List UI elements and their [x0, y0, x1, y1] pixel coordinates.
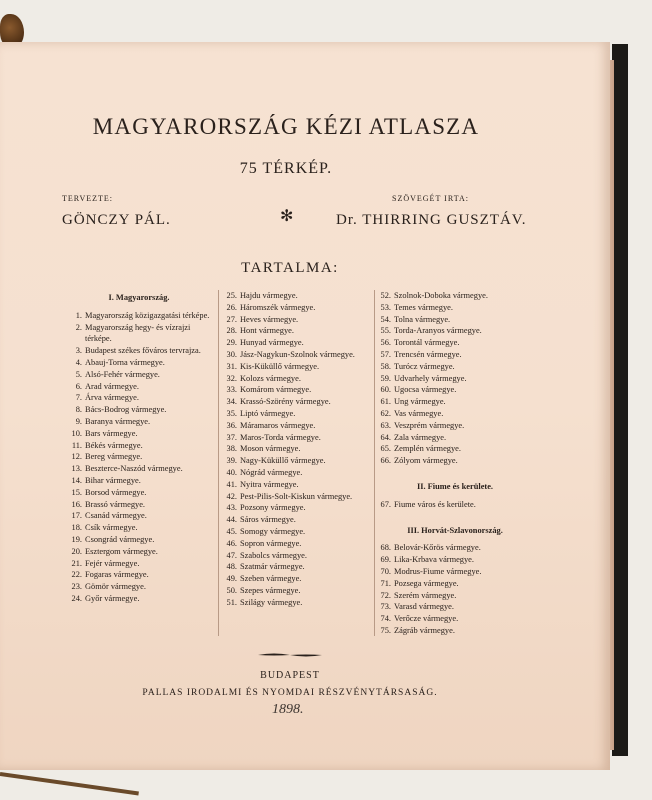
contents-item — [66, 322, 212, 346]
item-number: 27. — [226, 314, 237, 324]
designer-caption: TERVEZTE: — [62, 194, 114, 203]
item-number: 63. — [380, 420, 391, 430]
item-label: Beszterce-Naszód vármegye. — [85, 464, 183, 474]
contents-item — [221, 455, 367, 467]
contents-item — [221, 384, 367, 396]
item-number: 19. — [71, 534, 82, 544]
item-number: 72. — [380, 590, 391, 600]
item-label: Győr vármegye. — [85, 593, 140, 603]
item-number: 51. — [226, 597, 237, 607]
item-number: 74. — [380, 614, 391, 624]
item-label: Bereg vármegye. — [85, 452, 143, 462]
contents-item — [375, 290, 535, 302]
item-label: Udvarhely vármegye. — [394, 373, 467, 383]
contents-item — [375, 373, 535, 385]
item-number: 20. — [71, 546, 82, 556]
item-label: Lika-Krbava vármegye. — [394, 555, 474, 565]
map-count: 75 TÉRKÉP. — [239, 160, 333, 177]
contents-item — [221, 514, 367, 526]
divider-ornament-icon — [258, 652, 322, 658]
contents-item — [66, 534, 212, 546]
item-number: 57. — [380, 349, 391, 359]
bookmark-string — [0, 772, 139, 795]
item-number: 23. — [71, 582, 82, 592]
item-label: Verőcze vármegye. — [394, 614, 459, 624]
item-number: 33. — [226, 385, 237, 395]
item-number: 44. — [226, 515, 237, 525]
item-number: 49. — [226, 574, 237, 584]
item-label: Zala vármegye. — [394, 432, 447, 442]
contents-item — [221, 302, 367, 314]
item-number: 13. — [71, 464, 82, 474]
contents-item — [221, 314, 367, 326]
item-number: 41. — [226, 479, 237, 489]
contents-item — [375, 499, 535, 511]
contents-item — [221, 432, 367, 444]
item-label: Szeben vármegye. — [240, 574, 302, 584]
item-number: 45. — [226, 526, 237, 536]
item-number: 1. — [75, 310, 82, 320]
item-label: Brassó vármegye. — [85, 499, 146, 509]
item-label: Belovár-Kőrös vármegye. — [394, 543, 481, 553]
item-label: Nógrád vármegye. — [240, 467, 303, 477]
item-number: 42. — [226, 491, 237, 501]
contents-item — [375, 314, 535, 326]
contents-item — [375, 625, 535, 637]
item-number: 18. — [71, 523, 82, 533]
item-number: 32. — [226, 373, 237, 383]
item-label: Temes vármegye. — [394, 302, 453, 312]
contents-column-1 — [66, 290, 212, 605]
item-label: Csík vármegye. — [85, 523, 138, 533]
item-label: Bars vármegye. — [85, 428, 138, 438]
imprint-city: BUDAPEST — [260, 670, 320, 681]
item-label: Baranya vármegye. — [85, 416, 151, 426]
item-label: Szolnok-Doboka vármegye. — [394, 291, 488, 300]
item-number: 68. — [380, 543, 391, 553]
item-label: Ugocsa vármegye. — [394, 385, 457, 395]
contents-item — [221, 491, 367, 503]
contents-item — [66, 428, 212, 440]
item-number: 9. — [75, 416, 82, 426]
item-number: 71. — [380, 578, 391, 588]
item-number: 38. — [226, 444, 237, 454]
contents-item — [221, 325, 367, 337]
contents-item — [375, 302, 535, 314]
item-label: Sopron vármegye. — [240, 538, 302, 548]
item-label: Komárom vármegye. — [240, 385, 312, 395]
item-label: Szilágy vármegye. — [240, 597, 303, 607]
item-number: 8. — [75, 405, 82, 415]
item-number: 36. — [226, 420, 237, 430]
item-number: 26. — [226, 302, 237, 312]
item-label: Liptó vármegye. — [240, 408, 296, 418]
item-number: 47. — [226, 550, 237, 560]
item-label: Szerém vármegye. — [394, 590, 457, 600]
item-number: 24. — [71, 593, 82, 603]
item-number: 59. — [380, 373, 391, 383]
item-number: 2. — [75, 322, 82, 332]
item-label: Zólyom vármegye. — [394, 456, 458, 466]
contents-item — [221, 561, 367, 573]
section-heading: III. Horvát-Szlavonország. — [407, 525, 503, 535]
item-number: 62. — [380, 408, 391, 418]
contents-item — [375, 601, 535, 613]
item-label: Pozsega vármegye. — [394, 578, 459, 588]
contents-item — [221, 526, 367, 538]
item-label: Hajdu vármegye. — [240, 291, 298, 300]
contents-item — [375, 396, 535, 408]
item-number: 55. — [380, 326, 391, 336]
contents-item — [375, 408, 535, 420]
item-label: Máramaros vármegye. — [240, 420, 316, 430]
imprint-publisher: PALLAS IRODALMI ÉS NYOMDAI RÉSZVÉNYTÁRSASÁG. — [142, 688, 438, 698]
contents-item — [375, 590, 535, 602]
item-number: 30. — [226, 349, 237, 359]
item-number: 4. — [75, 357, 82, 367]
item-number: 54. — [380, 314, 391, 324]
contents-item — [221, 479, 367, 491]
contents-heading: TARTALMA: — [241, 260, 339, 276]
item-number: 12. — [71, 452, 82, 462]
contents-item — [221, 538, 367, 550]
section-heading: II. Fiume és kerülete. — [416, 481, 494, 491]
item-label: Budapest székes főváros tervrajza. — [85, 346, 201, 356]
item-number: 56. — [380, 338, 391, 348]
item-number: 10. — [71, 428, 82, 438]
contents-item — [221, 349, 367, 361]
contents-item — [221, 290, 367, 302]
item-label: Csanád vármegye. — [85, 511, 147, 521]
item-label: Borsod vármegye. — [85, 487, 147, 497]
item-label: Háromszék vármegye. — [240, 302, 316, 312]
item-label: Tolna vármegye. — [394, 314, 451, 324]
item-number: 67. — [380, 499, 391, 509]
contents-item — [66, 381, 212, 393]
contents-item — [221, 373, 367, 385]
item-label: Modrus-Fiume vármegye. — [394, 566, 482, 576]
contents-item — [375, 613, 535, 625]
item-label: Magyarország közigazgatási térképe. — [85, 310, 210, 320]
item-label: Magyarország hegy- és vízrajzi térképe. — [85, 322, 191, 344]
item-label: Hunyad vármegye. — [240, 338, 304, 348]
contents-item — [221, 420, 367, 432]
item-number: 52. — [380, 291, 391, 300]
contents-item — [66, 345, 212, 357]
contents-item — [375, 420, 535, 432]
item-number: 60. — [380, 385, 391, 395]
item-label: Abauj-Torna vármegye. — [85, 357, 165, 367]
contents-item — [221, 573, 367, 585]
contents-item — [66, 522, 212, 534]
contents-item — [375, 443, 535, 455]
item-label: Heves vármegye. — [240, 314, 299, 324]
contents-item — [66, 416, 212, 428]
contents-item — [66, 451, 212, 463]
writer-name: Dr. THIRRING GUSZTÁV. — [336, 212, 527, 228]
item-label: Arad vármegye. — [85, 381, 139, 391]
item-number: 21. — [71, 558, 82, 568]
item-number: 14. — [71, 475, 82, 485]
item-label: Árva vármegye. — [85, 393, 139, 403]
item-label: Varasd vármegye. — [394, 602, 454, 612]
item-label: Trencsén vármegye. — [394, 349, 462, 359]
item-number: 3. — [75, 346, 82, 356]
item-number: 58. — [380, 361, 391, 371]
item-label: Pest-Pilis-Solt-Kiskun vármegye. — [240, 491, 353, 501]
item-number: 40. — [226, 467, 237, 477]
contents-item — [221, 467, 367, 479]
item-label: Zágráb vármegye. — [394, 625, 455, 635]
item-number: 75. — [380, 625, 391, 635]
contents-item — [66, 404, 212, 416]
item-label: Moson vármegye. — [240, 444, 301, 454]
contents-item — [221, 443, 367, 455]
item-number: 61. — [380, 397, 391, 407]
item-label: Ung vármegye. — [394, 397, 446, 407]
item-label: Szabolcs vármegye. — [240, 550, 307, 560]
asterism-ornament-icon: ✻ — [280, 208, 294, 225]
item-number: 25. — [226, 291, 237, 300]
contents-item — [375, 337, 535, 349]
item-number: 50. — [226, 585, 237, 595]
contents-item — [66, 310, 212, 322]
item-number: 5. — [75, 369, 82, 379]
item-label: Zemplén vármegye. — [394, 444, 461, 454]
contents-item — [375, 384, 535, 396]
contents-item — [375, 578, 535, 590]
item-label: Nagy-Küküllő vármegye. — [240, 456, 326, 466]
book-spine — [612, 44, 628, 756]
contents-item — [221, 585, 367, 597]
item-number: 34. — [226, 397, 237, 407]
item-number: 43. — [226, 503, 237, 513]
item-number: 37. — [226, 432, 237, 442]
contents-item — [66, 569, 212, 581]
item-label: Bács-Bodrog vármegye. — [85, 405, 167, 415]
contents-item — [66, 369, 212, 381]
title-page — [0, 42, 610, 770]
contents-column-3 — [374, 290, 535, 636]
item-number: 65. — [380, 444, 391, 454]
item-number: 11. — [71, 440, 82, 450]
item-label: Esztergom vármegye. — [85, 546, 158, 556]
item-number: 46. — [226, 538, 237, 548]
item-number: 31. — [226, 361, 237, 371]
item-label: Csongrád vármegye. — [85, 534, 155, 544]
contents-item — [375, 542, 535, 554]
contents-item — [375, 349, 535, 361]
item-number: 48. — [226, 562, 237, 572]
item-number: 70. — [380, 566, 391, 576]
contents-item — [221, 502, 367, 514]
contents-item — [221, 408, 367, 420]
contents-item — [375, 554, 535, 566]
item-number: 29. — [226, 338, 237, 348]
contents-item — [221, 396, 367, 408]
contents-item — [66, 392, 212, 404]
item-number: 16. — [71, 499, 82, 509]
item-label: Vas vármegye. — [394, 408, 444, 418]
contents-item — [221, 597, 367, 609]
contents-item — [375, 325, 535, 337]
item-label: Torontál vármegye. — [394, 338, 460, 348]
item-label: Krassó-Szörény vármegye. — [240, 397, 331, 407]
item-number: 6. — [75, 381, 82, 391]
item-label: Gömör vármegye. — [85, 582, 146, 592]
item-number: 64. — [380, 432, 391, 442]
atlas-title: MAGYARORSZÁG KÉZI ATLASZA — [92, 114, 480, 139]
item-number: 39. — [226, 456, 237, 466]
item-label: Bihar vármegye. — [85, 475, 141, 485]
contents-item — [66, 581, 212, 593]
item-label: Jász-Nagykun-Szolnok vármegye. — [240, 349, 355, 359]
contents-item — [66, 463, 212, 475]
item-label: Alsó-Fehér vármegye. — [85, 369, 160, 379]
item-label: Nyitra vármegye. — [240, 479, 299, 489]
item-label: Veszprém vármegye. — [394, 420, 465, 430]
contents-item — [66, 546, 212, 558]
contents-item — [375, 432, 535, 444]
item-label: Somogy vármegye. — [240, 526, 306, 536]
item-label: Sáros vármegye. — [240, 515, 296, 525]
contents-item — [221, 361, 367, 373]
item-label: Szatmár vármegye. — [240, 562, 305, 572]
contents-item — [221, 337, 367, 349]
item-number: 66. — [380, 456, 391, 466]
handwritten-year: 1898. — [272, 702, 304, 717]
item-label: Hont vármegye. — [240, 326, 294, 336]
contents-column-2 — [218, 290, 367, 636]
item-number: 28. — [226, 326, 237, 336]
section-heading: I. Magyarország. — [108, 293, 170, 302]
item-label: Szepes vármegye. — [240, 585, 301, 595]
item-label: Kis-Küküllő vármegye. — [240, 361, 320, 371]
contents-item — [221, 550, 367, 562]
item-label: Fiume város és kerülete. — [394, 499, 476, 509]
contents-item — [375, 455, 535, 467]
item-label: Maros-Torda vármegye. — [240, 432, 321, 442]
item-number: 7. — [75, 393, 82, 403]
item-label: Torda-Aranyos vármegye. — [394, 326, 482, 336]
item-number: 53. — [380, 302, 391, 312]
item-number: 17. — [71, 511, 82, 521]
item-label: Békés vármegye. — [85, 440, 143, 450]
designer-name: GÖNCZY PÁL. — [62, 212, 171, 228]
item-label: Fejér vármegye. — [85, 558, 140, 568]
contents-item — [375, 566, 535, 578]
contents-item — [66, 558, 212, 570]
item-number: 22. — [71, 570, 82, 580]
contents-item — [66, 487, 212, 499]
item-number: 73. — [380, 602, 391, 612]
contents-item — [375, 361, 535, 373]
contents-item — [66, 510, 212, 522]
writer-caption: SZÖVEGÉT IRTA: — [392, 194, 469, 203]
item-label: Kolozs vármegye. — [240, 373, 301, 383]
item-label: Pozsony vármegye. — [240, 503, 306, 513]
item-label: Fogaras vármegye. — [85, 570, 149, 580]
item-number: 69. — [380, 555, 391, 565]
contents-item — [66, 440, 212, 452]
contents-item — [66, 357, 212, 369]
contents-item — [66, 499, 212, 511]
contents-item — [66, 475, 212, 487]
item-label: Turócz vármegye. — [394, 361, 455, 371]
item-number: 35. — [226, 408, 237, 418]
item-number: 15. — [71, 487, 82, 497]
contents-item — [66, 593, 212, 605]
